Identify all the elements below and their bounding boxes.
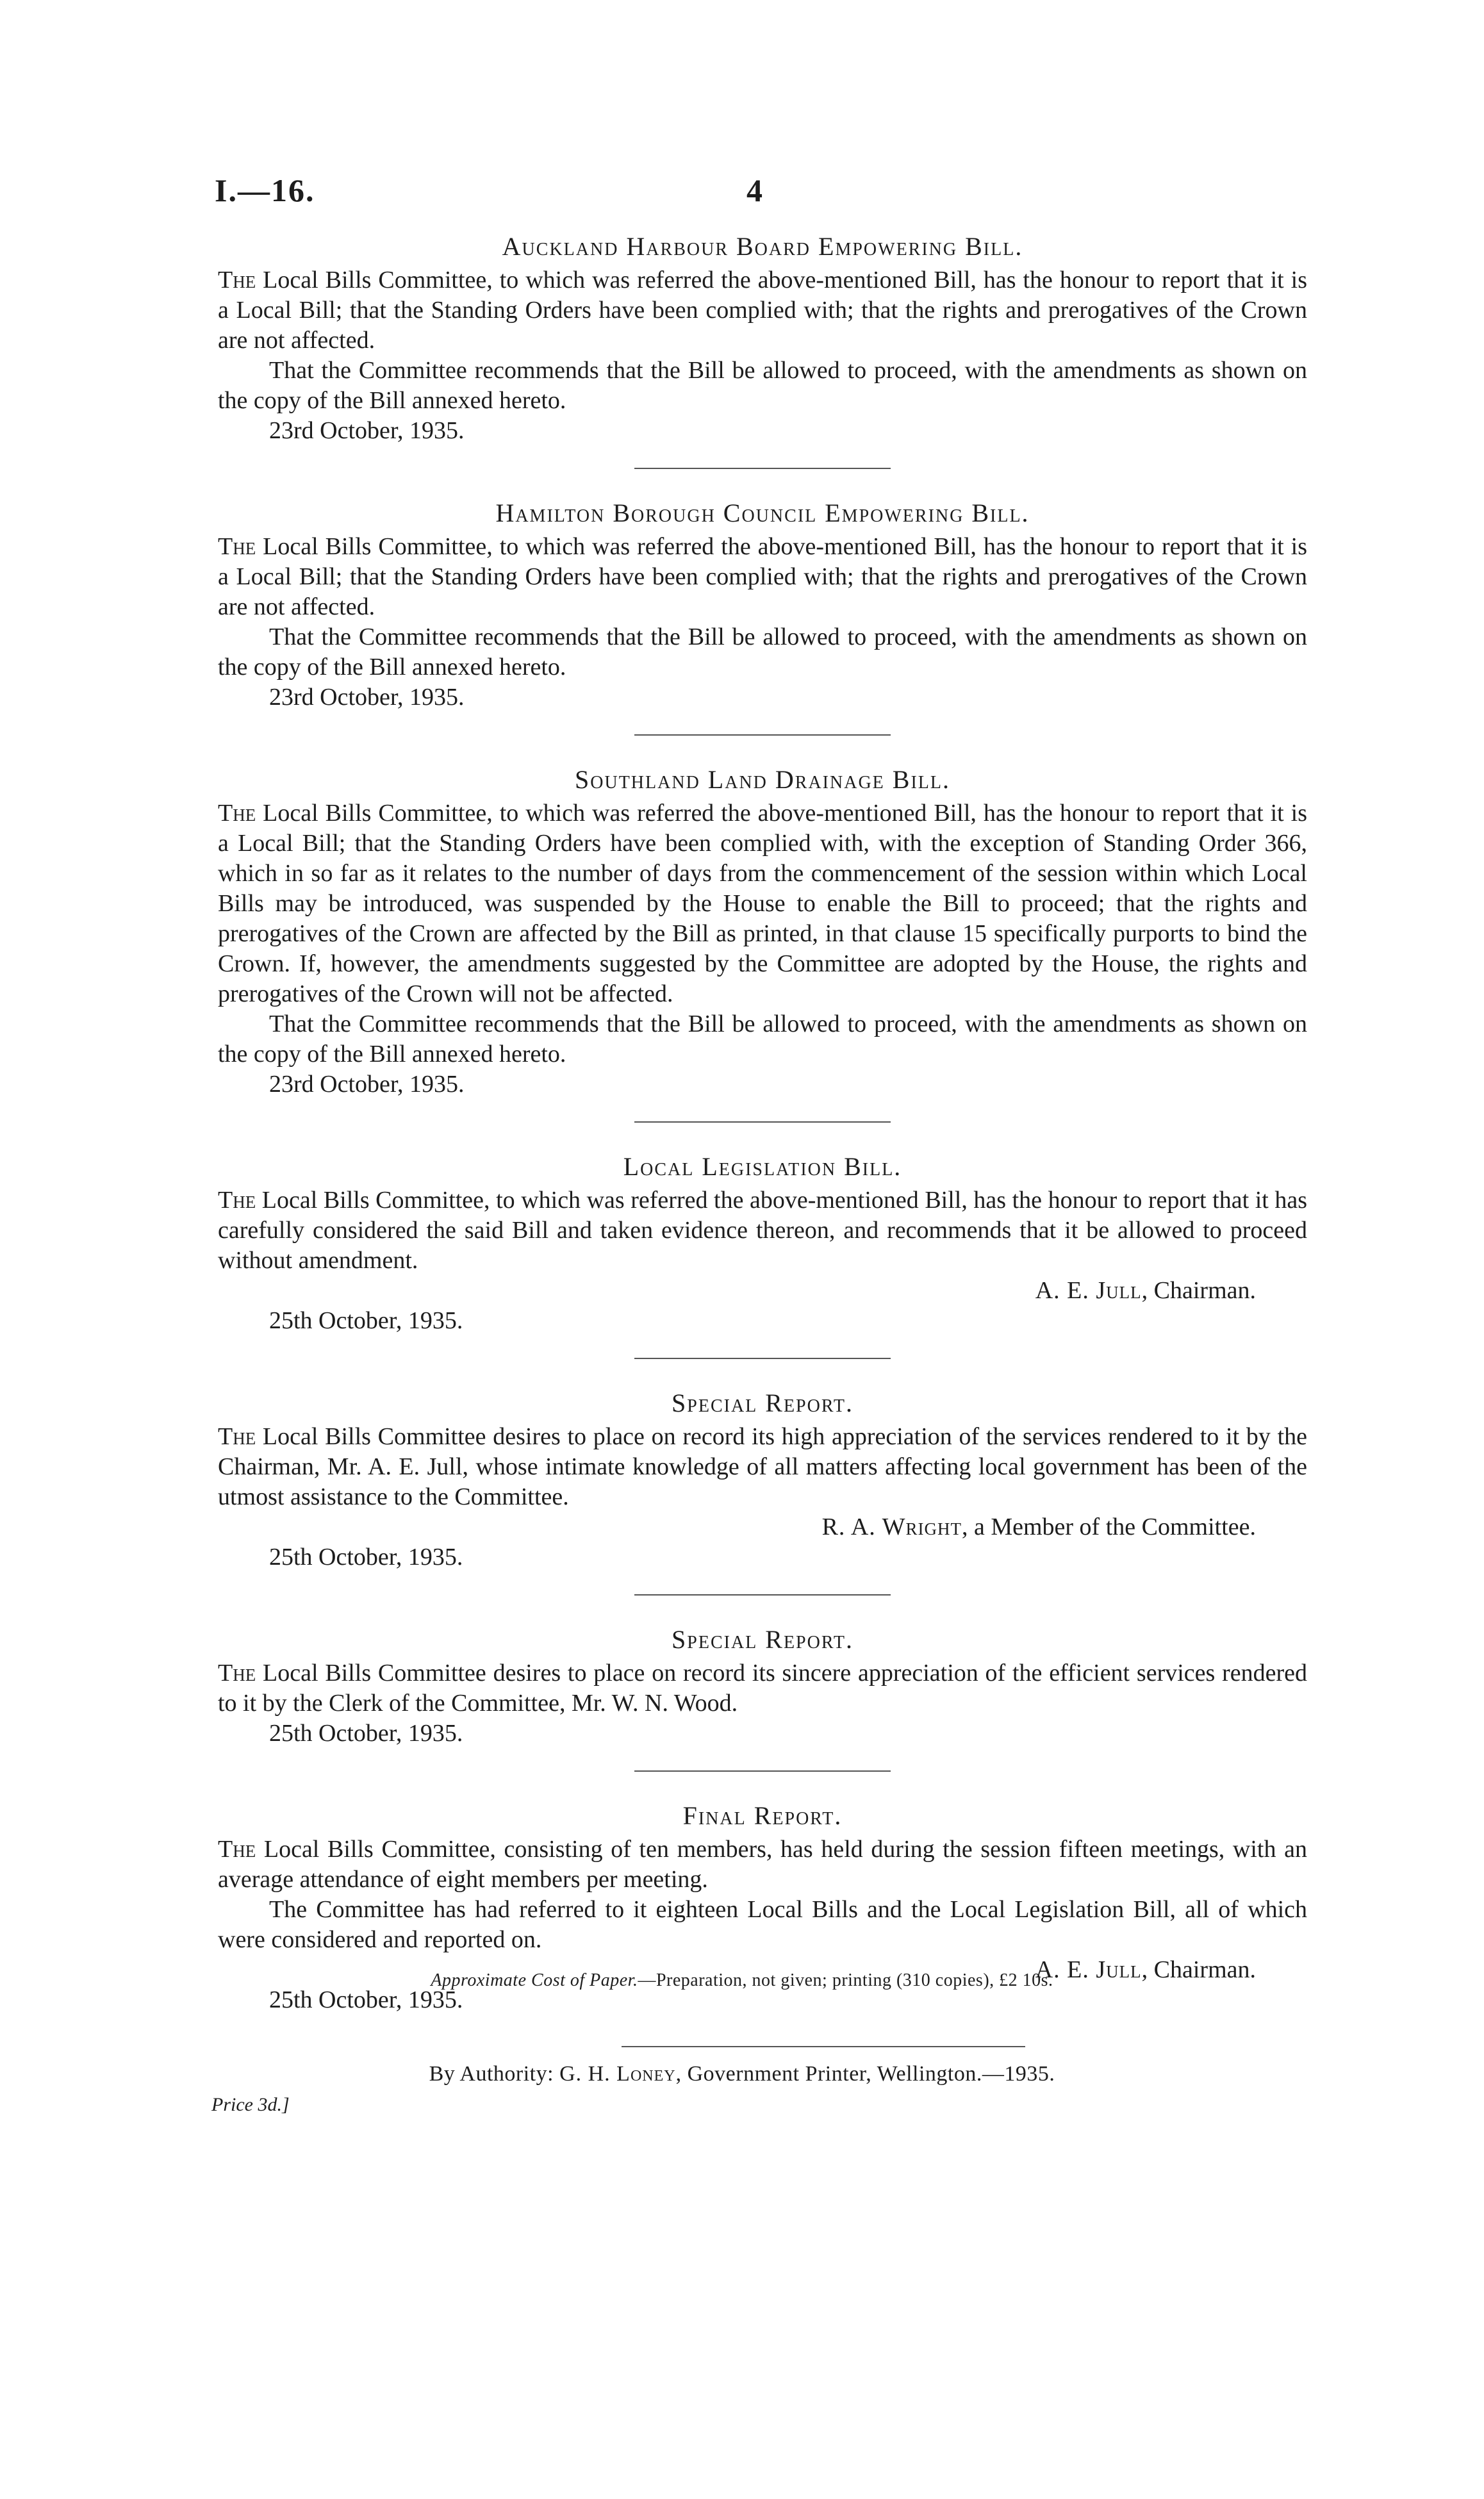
cost-of-paper-note bbox=[0, 1970, 1484, 1991]
printer-authority-line bbox=[0, 2062, 1484, 2086]
recommendation-paragraph: That the Committee recommends that the Bill be allowed to proceed, with the amendments as shown on the copy of the Bill annexed hereto. bbox=[218, 623, 1307, 680]
paragraph-text: Local Bills Committee, to which was referred the above-mentioned Bill, has the honour to report that it is a Local Bill; that the Standing Orders have been complied with, with the exception of Standing Order 366, which in so far as it relates to the number of days from the commencement of the session within which Local Bills may be introduced, was suspended by the House to enable the Bill to proceed; that the rights and prerogatives of the Crown are affected by the Bill as printed, in that clause 15 specifically purports to bind the Crown. If, however, the amendments suggested by the Committee are adopted by the House, the rights and prerogatives of the Crown will not be affected. bbox=[218, 800, 1308, 1007]
section-heading: Southland Land Drainage Bill. bbox=[575, 765, 950, 794]
signatory-name: A. E. Jull bbox=[1035, 1277, 1142, 1304]
report-paragraph bbox=[218, 1658, 1307, 1719]
section-heading: Hamilton Borough Council Empowering Bill. bbox=[495, 499, 1030, 527]
paragraph-lead: The bbox=[218, 267, 256, 293]
document-body bbox=[218, 231, 1307, 2015]
section-special-report-clerk bbox=[218, 1624, 1307, 1749]
section-heading: Special Report. bbox=[672, 1625, 853, 1654]
section-divider bbox=[634, 1594, 891, 1596]
report-date: 25th October, 1935. bbox=[269, 1307, 463, 1334]
section-auckland-harbour-board bbox=[218, 231, 1307, 446]
authority-prefix: By Authority: bbox=[429, 2062, 560, 2086]
paragraph-text: Local Bills Committee, to which was referred the above-mentioned Bill, has the honour to report that it is a Local Bill; that the Standing Orders have been complied with; that the rights and prerogatives of the Crown are not affected. bbox=[218, 267, 1308, 354]
section-divider bbox=[634, 734, 891, 736]
cost-text: —Preparation, not given; printing (310 copies), £2 10s. bbox=[638, 1970, 1053, 1990]
report-date: 23rd October, 1935. bbox=[269, 1071, 465, 1098]
report-paragraph bbox=[218, 1185, 1307, 1276]
report-date: 25th October, 1935. bbox=[269, 1720, 463, 1747]
report-paragraph bbox=[218, 265, 1307, 356]
paragraph-text: Local Bills Committee desires to place on record its sincere appreciation of the efficient services rendered to it by the Clerk of the Committee, Mr. W. N. Wood. bbox=[218, 1660, 1308, 1717]
paragraph-text: Local Bills Committee desires to place on record its high appreciation of the services rendered to it by the Chairman, Mr. A. E. Jull, whose intimate knowledge of all matters affecting local government has been of the utmost assistance to the Committee. bbox=[218, 1423, 1308, 1510]
report-date: 25th October, 1935. bbox=[269, 1544, 463, 1571]
paragraph-lead: The bbox=[218, 1187, 256, 1214]
paragraph-lead: The bbox=[218, 533, 256, 560]
report-date: 25th October, 1935. bbox=[269, 1986, 463, 2013]
section-heading: Special Report. bbox=[672, 1389, 853, 1417]
signatory-role: , Chairman. bbox=[1141, 1956, 1256, 1983]
section-heading: Auckland Harbour Board Empowering Bill. bbox=[502, 232, 1023, 261]
report-date: 23rd October, 1935. bbox=[269, 417, 465, 444]
cost-label: Approximate Cost of Paper. bbox=[431, 1970, 638, 1990]
signature bbox=[218, 1276, 1307, 1306]
signatory-role: , a Member of the Committee. bbox=[961, 1513, 1256, 1540]
section-southland-land-drainage bbox=[218, 764, 1307, 1100]
footer-divider bbox=[622, 2046, 1025, 2047]
section-heading: Final Report. bbox=[682, 1801, 843, 1830]
report-paragraph bbox=[218, 798, 1307, 1009]
report-paragraph bbox=[218, 532, 1307, 622]
paragraph-lead: The bbox=[218, 1423, 256, 1450]
authority-suffix: , Government Printer, Wellington.—1935. bbox=[675, 2062, 1055, 2086]
section-divider bbox=[634, 1770, 891, 1772]
printer-name: G. H. Loney bbox=[559, 2062, 676, 2086]
price-note: Price 3d.] bbox=[211, 2094, 290, 2115]
section-divider bbox=[634, 1358, 891, 1359]
document-reference: I.—16. bbox=[215, 172, 315, 208]
paragraph-text: Local Bills Committee, to which was referred the above-mentioned Bill, has the honour to report that it has carefully considered the said Bill and taken evidence thereon, and recommends that it be allowed to proceed without amendment. bbox=[218, 1187, 1308, 1274]
section-hamilton-borough-council bbox=[218, 497, 1307, 713]
report-paragraph bbox=[218, 1422, 1307, 1512]
signatory-name: A. E. Jull bbox=[1035, 1956, 1142, 1983]
recommendation-paragraph: That the Committee recommends that the Bill be allowed to proceed, with the amendments as shown on the copy of the Bill annexed hereto. bbox=[218, 357, 1307, 414]
report-paragraph-second: The Committee has had referred to it eighteen Local Bills and the Local Legislation Bill, all of which were considered and reported on. bbox=[218, 1896, 1307, 1953]
section-heading: Local Legislation Bill. bbox=[623, 1152, 902, 1181]
recommendation-paragraph: That the Committee recommends that the Bill be allowed to proceed, with the amendments as shown on the copy of the Bill annexed hereto. bbox=[218, 1010, 1307, 1068]
paragraph-text: Local Bills Committee, to which was referred the above-mentioned Bill, has the honour to report that it is a Local Bill; that the Standing Orders have been complied with; that the rights and prerogatives of the Crown are not affected. bbox=[218, 533, 1308, 620]
page-number: 4 bbox=[746, 172, 763, 208]
section-divider bbox=[634, 1121, 891, 1123]
section-special-report-chairman bbox=[218, 1387, 1307, 1572]
paragraph-lead: The bbox=[218, 1836, 256, 1863]
signature bbox=[218, 1512, 1307, 1542]
paragraph-lead: The bbox=[218, 800, 256, 827]
section-divider bbox=[634, 468, 891, 469]
report-paragraph bbox=[218, 1835, 1307, 1895]
section-local-legislation bbox=[218, 1151, 1307, 1336]
signatory-name: R. A. Wright bbox=[821, 1513, 962, 1540]
signatory-role: , Chairman. bbox=[1141, 1277, 1256, 1304]
paragraph-lead: The bbox=[218, 1660, 256, 1687]
report-date: 23rd October, 1935. bbox=[269, 684, 465, 711]
paragraph-text: Local Bills Committee, consisting of ten members, has held during the session fifteen meetings, with an average attendance of eight members per meeting. bbox=[218, 1836, 1308, 1893]
